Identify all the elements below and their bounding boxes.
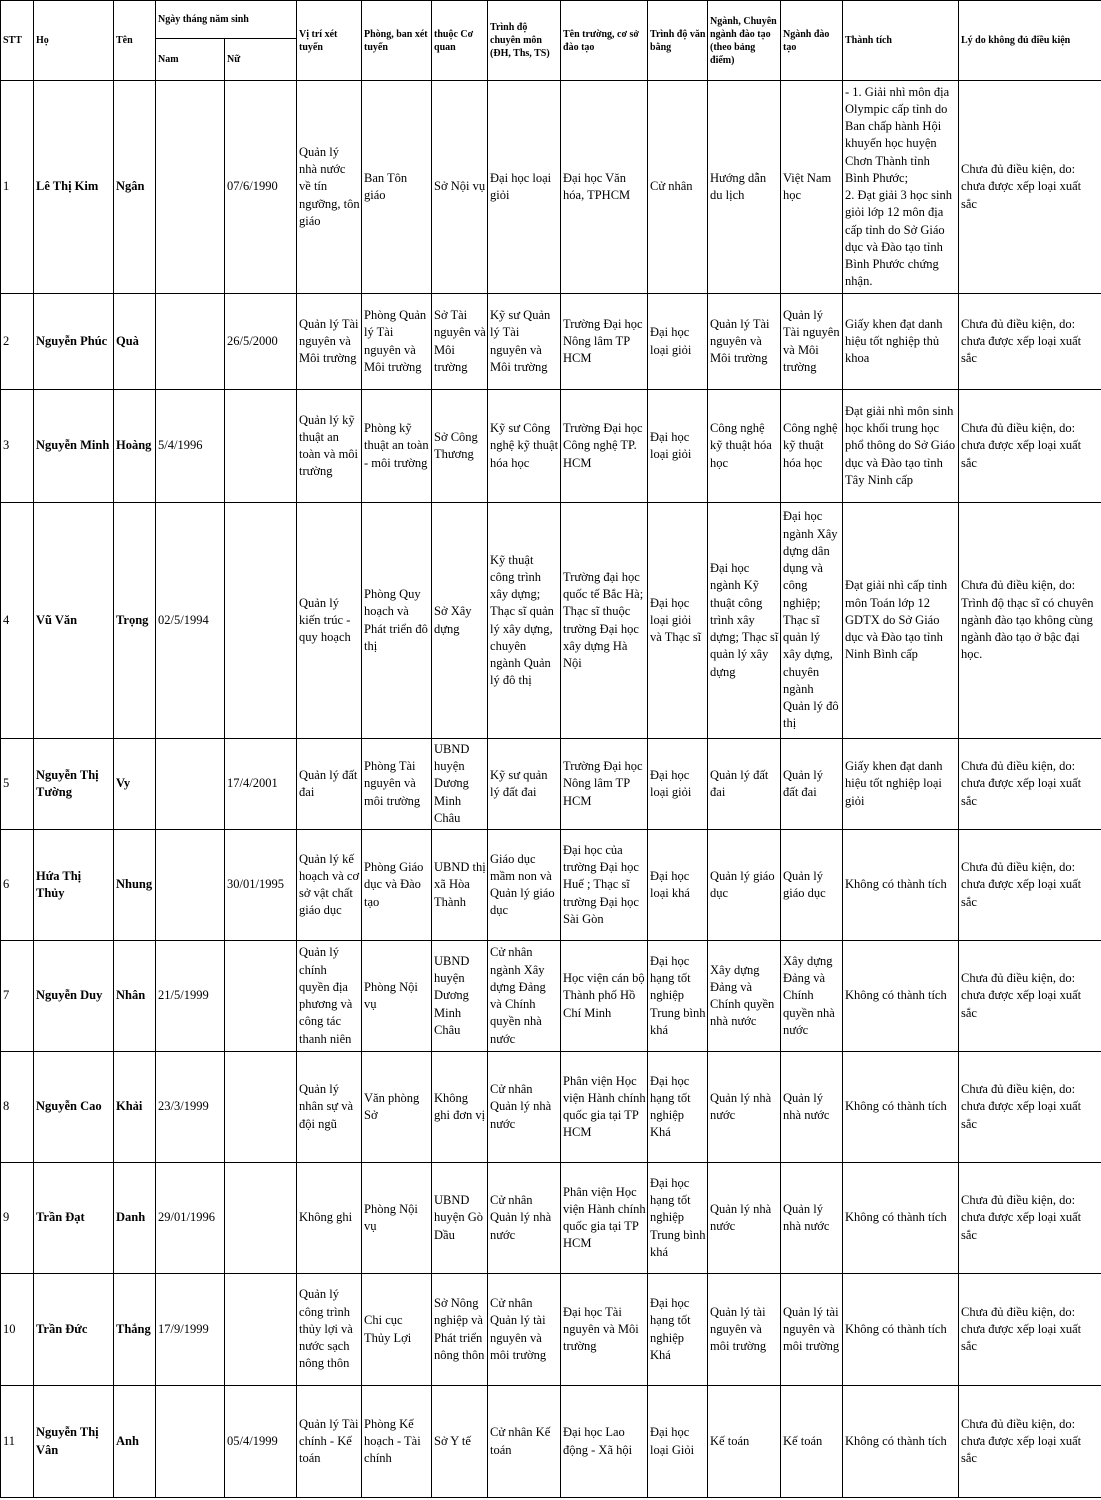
cell-ten: Hoàng xyxy=(114,390,156,503)
cell-stt: 5 xyxy=(1,739,34,830)
table-body xyxy=(1,81,1101,1498)
cell-nu xyxy=(225,1274,297,1386)
table-row xyxy=(1,81,1101,294)
cell-nganh-chuyen-nganh: Quản lý tài nguyên và môi trường xyxy=(708,1274,781,1386)
cell-ten-truong: Phân viện Học viện Hành chính quốc gia tại TP HCM xyxy=(561,1163,648,1274)
cell-ly-do: Chưa đủ điều kiện, do: chưa được xếp loại xuất sắc xyxy=(959,1274,1101,1386)
header-ten: Tên xyxy=(114,1,156,81)
header-thanh-tich: Thành tích xyxy=(843,1,959,81)
cell-trinh-do-chuyen-mon: Kỹ thuật công trình xây dựng; Thạc sĩ quản lý xây dựng, chuyên ngành Quản lý đô thị xyxy=(488,503,561,739)
cell-phong-ban: Phòng Quản lý Tài nguyên và Môi trường xyxy=(362,294,432,390)
cell-nu xyxy=(225,390,297,503)
cell-co-quan: UBND huyện Dương Minh Châu xyxy=(432,941,488,1052)
cell-co-quan: UBND huyện Gò Dầu xyxy=(432,1163,488,1274)
cell-stt: 10 xyxy=(1,1274,34,1386)
cell-nam: 23/3/1999 xyxy=(156,1052,225,1163)
cell-trinh-do-van-bang: Đại học loại Giỏi xyxy=(648,1386,708,1498)
cell-nam xyxy=(156,830,225,941)
cell-nganh-chuyen-nganh: Kế toán xyxy=(708,1386,781,1498)
cell-phong-ban: Ban Tôn giáo xyxy=(362,81,432,294)
cell-trinh-do-chuyen-mon: Cử nhân Quản lý nhà nước xyxy=(488,1052,561,1163)
cell-thanh-tich: Không có thành tích xyxy=(843,941,959,1052)
header-ten-truong: Tên trường, cơ sở đào tạo xyxy=(561,1,648,81)
cell-trinh-do-van-bang: Đại học hạng tốt nghiệp Trung bình khá xyxy=(648,941,708,1052)
cell-ho: Vũ Văn xyxy=(34,503,114,739)
cell-ly-do: Chưa đủ điều kiện, do: chưa được xếp loại xuất sắc xyxy=(959,1163,1101,1274)
cell-nganh-dao-tao: Quản lý tài nguyên và môi trường xyxy=(781,1274,843,1386)
cell-thanh-tich: Không có thành tích xyxy=(843,830,959,941)
cell-trinh-do-chuyen-mon: Kỹ sư quản lý đất đai xyxy=(488,739,561,830)
header-stt: STT xyxy=(1,1,34,81)
cell-nganh-chuyen-nganh: Quản lý nhà nước xyxy=(708,1052,781,1163)
cell-ho: Nguyễn Thị Vân xyxy=(34,1386,114,1498)
cell-nu xyxy=(225,941,297,1052)
cell-nganh-dao-tao: Quản lý Tài nguyên và Môi trường xyxy=(781,294,843,390)
cell-nu: 07/6/1990 xyxy=(225,81,297,294)
cell-nam xyxy=(156,1386,225,1498)
cell-nganh-dao-tao: Quản lý nhà nước xyxy=(781,1052,843,1163)
cell-nganh-dao-tao: Quản lý giáo dục xyxy=(781,830,843,941)
cell-trinh-do-van-bang: Đại học hạng tốt nghiệp Khá xyxy=(648,1274,708,1386)
cell-nganh-chuyen-nganh: Hướng dẫn du lịch xyxy=(708,81,781,294)
cell-nam xyxy=(156,81,225,294)
table-row xyxy=(1,503,1101,739)
cell-trinh-do-van-bang: Cử nhân xyxy=(648,81,708,294)
cell-trinh-do-van-bang: Đại học hạng tốt nghiệp Khá xyxy=(648,1052,708,1163)
cell-phong-ban: Chi cục Thủy Lợi xyxy=(362,1274,432,1386)
cell-phong-ban: Phòng Nội vụ xyxy=(362,941,432,1052)
cell-ten: Anh xyxy=(114,1386,156,1498)
cell-ten-truong: Trường Đại học Nông lâm TP HCM xyxy=(561,294,648,390)
cell-trinh-do-chuyen-mon: Cử nhân Kế toán xyxy=(488,1386,561,1498)
cell-nu xyxy=(225,1163,297,1274)
cell-ten-truong: Trường Đại học Công nghệ TP. HCM xyxy=(561,390,648,503)
cell-ten: Danh xyxy=(114,1163,156,1274)
cell-ten: Ngân xyxy=(114,81,156,294)
cell-nganh-chuyen-nganh: Quản lý Tài nguyên và Môi trường xyxy=(708,294,781,390)
cell-thanh-tich: Giấy khen đạt danh hiệu tốt nghiệp loại giỏi xyxy=(843,739,959,830)
cell-nu: 17/4/2001 xyxy=(225,739,297,830)
cell-thanh-tich: Đạt giải nhì môn sinh học khối trung học phổ thông do Sở Giáo dục và Đào tạo tỉnh Tây Ninh cấp xyxy=(843,390,959,503)
cell-nu xyxy=(225,1052,297,1163)
cell-co-quan: UBND huyện Dương Minh Châu xyxy=(432,739,488,830)
header-co-quan: thuộc Cơ quan xyxy=(432,1,488,81)
table-row xyxy=(1,1274,1101,1386)
cell-trinh-do-chuyen-mon: Kỹ sư Công nghệ kỹ thuật hóa học xyxy=(488,390,561,503)
cell-ho: Nguyễn Minh xyxy=(34,390,114,503)
cell-stt: 8 xyxy=(1,1052,34,1163)
header-phong-ban: Phòng, ban xét tuyển xyxy=(362,1,432,81)
cell-ten-truong: Trường đại học quốc tế Bắc Hà; Thạc sĩ thuộc trường Đại học xây dựng Hà Nội xyxy=(561,503,648,739)
cell-trinh-do-van-bang: Đại học loại giỏi xyxy=(648,390,708,503)
cell-stt: 1 xyxy=(1,81,34,294)
cell-co-quan: Sở Tài nguyên và Môi trường xyxy=(432,294,488,390)
cell-trinh-do-chuyen-mon: Kỹ sư Quản lý Tài nguyên và Môi trường xyxy=(488,294,561,390)
cell-co-quan: UBND thị xã Hòa Thành xyxy=(432,830,488,941)
cell-stt: 6 xyxy=(1,830,34,941)
cell-stt: 4 xyxy=(1,503,34,739)
cell-ten: Thắng xyxy=(114,1274,156,1386)
header-ngay-sinh: Ngày tháng năm sinh xyxy=(156,1,297,39)
cell-ly-do: Chưa đủ điều kiện, do: chưa được xếp loại xuất sắc xyxy=(959,739,1101,830)
table-row xyxy=(1,1386,1101,1498)
cell-stt: 2 xyxy=(1,294,34,390)
cell-nganh-dao-tao: Việt Nam học xyxy=(781,81,843,294)
cell-ten-truong: Đại học Lao động - Xã hội xyxy=(561,1386,648,1498)
cell-thanh-tich: Không có thành tích xyxy=(843,1163,959,1274)
cell-nam xyxy=(156,739,225,830)
cell-nganh-dao-tao: Xây dựng Đảng và Chính quyền nhà nước xyxy=(781,941,843,1052)
cell-nam xyxy=(156,294,225,390)
cell-phong-ban: Văn phòng Sở xyxy=(362,1052,432,1163)
cell-ten: Quà xyxy=(114,294,156,390)
cell-stt: 9 xyxy=(1,1163,34,1274)
cell-ten-truong: Đại học Tài nguyên và Môi trường xyxy=(561,1274,648,1386)
cell-ten-truong: Trường Đại học Nông lâm TP HCM xyxy=(561,739,648,830)
cell-nganh-chuyen-nganh: Quản lý đất đai xyxy=(708,739,781,830)
cell-vi-tri: Quản lý kỹ thuật an toàn và môi trường xyxy=(297,390,362,503)
cell-vi-tri: Quản lý chính quyền địa phương và công tác thanh niên xyxy=(297,941,362,1052)
cell-trinh-do-chuyen-mon: Đại học loại giỏi xyxy=(488,81,561,294)
cell-vi-tri: Quản lý đất đai xyxy=(297,739,362,830)
cell-ho: Hứa Thị Thủy xyxy=(34,830,114,941)
cell-nu xyxy=(225,503,297,739)
cell-vi-tri: Quản lý nhà nước về tín ngưỡng, tôn giáo xyxy=(297,81,362,294)
header-trinh-do-van-bang: Trình độ văn bằng xyxy=(648,1,708,81)
header-trinh-do-chuyen-mon: Trình độ chuyên môn (ĐH, Ths, TS) xyxy=(488,1,561,81)
cell-vi-tri: Quản lý Tài nguyên và Môi trường xyxy=(297,294,362,390)
cell-co-quan: Sở Xây dựng xyxy=(432,503,488,739)
cell-co-quan: Không ghi đơn vị xyxy=(432,1052,488,1163)
cell-ly-do: Chưa đủ điều kiện, do: chưa được xếp loại xuất sắc xyxy=(959,81,1101,294)
cell-nganh-chuyen-nganh: Quản lý giáo dục xyxy=(708,830,781,941)
cell-nganh-dao-tao: Quản lý nhà nước xyxy=(781,1163,843,1274)
cell-ho: Trần Đạt xyxy=(34,1163,114,1274)
cell-trinh-do-van-bang: Đại học loại giỏi và Thạc sĩ xyxy=(648,503,708,739)
cell-vi-tri: Quản lý công trình thủy lợi và nước sạch nông thôn xyxy=(297,1274,362,1386)
cell-nganh-chuyen-nganh: Quản lý nhà nước xyxy=(708,1163,781,1274)
cell-thanh-tich: Giấy khen đạt danh hiệu tốt nghiệp thủ khoa xyxy=(843,294,959,390)
cell-stt: 7 xyxy=(1,941,34,1052)
cell-trinh-do-chuyen-mon: Cử nhân Quản lý nhà nước xyxy=(488,1163,561,1274)
table-row xyxy=(1,739,1101,830)
cell-ten: Khải xyxy=(114,1052,156,1163)
cell-ten: Nhân xyxy=(114,941,156,1052)
cell-trinh-do-chuyen-mon: Cử nhân Quản lý tài nguyên và môi trường xyxy=(488,1274,561,1386)
cell-nganh-dao-tao: Đại học ngành Xây dựng dân dụng và công nghiệp; Thạc sĩ quản lý xây dựng, chuyên ngành Quản lý đô thị xyxy=(781,503,843,739)
cell-phong-ban: Phòng Quy hoạch và Phát triển đô thị xyxy=(362,503,432,739)
cell-ten: Nhung xyxy=(114,830,156,941)
cell-ly-do: Chưa đủ điều kiện, do: chưa được xếp loại xuất sắc xyxy=(959,941,1101,1052)
table-row xyxy=(1,294,1101,390)
cell-ho: Nguyễn Cao xyxy=(34,1052,114,1163)
table-row xyxy=(1,830,1101,941)
cell-nam: 5/4/1996 xyxy=(156,390,225,503)
cell-thanh-tich: - 1. Giải nhì môn địa Olympic cấp tỉnh do Ban chấp hành Hội khuyến học huyện Chơn Thành tỉnh Bình Phước; 2. Đạt giải 3 học sinh giỏi lớp 12 môn địa cấp tỉnh do Sở Giáo dục và Đào tạo tỉnh Bình Phước chứng nhận. xyxy=(843,81,959,294)
table-row xyxy=(1,390,1101,503)
header-nu: Nữ xyxy=(225,39,297,81)
cell-ten-truong: Phân viện Học viện Hành chính quốc gia tại TP HCM xyxy=(561,1052,648,1163)
cell-co-quan: Sở Y tế xyxy=(432,1386,488,1498)
cell-nam: 02/5/1994 xyxy=(156,503,225,739)
cell-nam: 17/9/1999 xyxy=(156,1274,225,1386)
cell-trinh-do-van-bang: Đại học loại giỏi xyxy=(648,294,708,390)
table-row xyxy=(1,1052,1101,1163)
cell-stt: 3 xyxy=(1,390,34,503)
cell-trinh-do-chuyen-mon: Giáo dục mầm non và Quản lý giáo dục xyxy=(488,830,561,941)
cell-ly-do: Chưa đủ điều kiện, do: chưa được xếp loại xuất sắc xyxy=(959,1052,1101,1163)
cell-trinh-do-chuyen-mon: Cử nhân ngành Xây dựng Đảng và Chính quyền nhà nước xyxy=(488,941,561,1052)
header-ly-do: Lý do không đủ điều kiện xyxy=(959,1,1101,81)
cell-co-quan: Sở Nội vụ xyxy=(432,81,488,294)
cell-ho: Lê Thị Kim xyxy=(34,81,114,294)
cell-ly-do: Chưa đủ điều kiện, do: chưa được xếp loại xuất sắc xyxy=(959,1386,1101,1498)
cell-co-quan: Sở Nông nghiệp và Phát triển nông thôn xyxy=(432,1274,488,1386)
cell-stt: 11 xyxy=(1,1386,34,1498)
cell-ten: Vy xyxy=(114,739,156,830)
cell-nu: 26/5/2000 xyxy=(225,294,297,390)
cell-ten: Trọng xyxy=(114,503,156,739)
cell-vi-tri: Quản lý kế hoạch và cơ sở vật chất giáo dục xyxy=(297,830,362,941)
cell-ho: Nguyễn Phúc xyxy=(34,294,114,390)
cell-nu: 05/4/1999 xyxy=(225,1386,297,1498)
cell-trinh-do-van-bang: Đại học loại giỏi xyxy=(648,739,708,830)
cell-ten-truong: Đại học của trường Đại học Huế ; Thạc sĩ trường Đại học Sài Gòn xyxy=(561,830,648,941)
cell-nganh-chuyen-nganh: Đại học ngành Kỹ thuật công trình xây dựng; Thạc sĩ quản lý xây dựng xyxy=(708,503,781,739)
cell-ho: Nguyễn Duy xyxy=(34,941,114,1052)
cell-trinh-do-van-bang: Đại học hạng tốt nghiệp Trung bình khá xyxy=(648,1163,708,1274)
cell-thanh-tich: Đạt giải nhì cấp tỉnh môn Toán lớp 12 GDTX do Sở Giáo dục và Đào tạo tỉnh Ninh Bình cấp xyxy=(843,503,959,739)
cell-phong-ban: Phòng Giáo dục và Đào tạo xyxy=(362,830,432,941)
cell-ly-do: Chưa đủ điều kiện, do: chưa được xếp loại xuất sắc xyxy=(959,390,1101,503)
cell-vi-tri: Không ghi xyxy=(297,1163,362,1274)
cell-nam: 29/01/1996 xyxy=(156,1163,225,1274)
cell-nganh-chuyen-nganh: Xây dựng Đảng và Chính quyền nhà nước xyxy=(708,941,781,1052)
cell-ho: Trần Đức xyxy=(34,1274,114,1386)
cell-phong-ban: Phòng Tài nguyên và môi trường xyxy=(362,739,432,830)
cell-ho: Nguyễn Thị Tường xyxy=(34,739,114,830)
table-row xyxy=(1,1163,1101,1274)
cell-nganh-chuyen-nganh: Công nghệ kỹ thuật hóa học xyxy=(708,390,781,503)
cell-nam: 21/5/1999 xyxy=(156,941,225,1052)
cell-nganh-dao-tao: Kế toán xyxy=(781,1386,843,1498)
cell-nganh-dao-tao: Quản lý đất đai xyxy=(781,739,843,830)
cell-thanh-tich: Không có thành tích xyxy=(843,1386,959,1498)
cell-vi-tri: Quản lý nhân sự và đội ngũ xyxy=(297,1052,362,1163)
header-nganh-dao-tao: Ngành đào tạo xyxy=(781,1,843,81)
table-header xyxy=(1,1,1101,81)
header-nam: Nam xyxy=(156,39,225,81)
cell-thanh-tich: Không có thành tích xyxy=(843,1052,959,1163)
header-ho: Họ xyxy=(34,1,114,81)
cell-ly-do: Chưa đủ điều kiện, do: chưa được xếp loại xuất sắc xyxy=(959,830,1101,941)
cell-ly-do: Chưa đủ điều kiện, do: chưa được xếp loại xuất sắc xyxy=(959,294,1101,390)
cell-co-quan: Sở Công Thương xyxy=(432,390,488,503)
cell-nganh-dao-tao: Công nghệ kỹ thuật hóa học xyxy=(781,390,843,503)
cell-vi-tri: Quản lý kiến trúc - quy hoạch xyxy=(297,503,362,739)
cell-nu: 30/01/1995 xyxy=(225,830,297,941)
cell-ten-truong: Đại học Văn hóa, TPHCM xyxy=(561,81,648,294)
cell-trinh-do-van-bang: Đại học loại khá xyxy=(648,830,708,941)
header-nganh-chuyen-nganh: Ngành, Chuyên ngành đào tạo (theo bảng điểm) xyxy=(708,1,781,81)
table-row xyxy=(1,941,1101,1052)
header-vi-tri: Vị trí xét tuyển xyxy=(297,1,362,81)
cell-phong-ban: Phòng kỹ thuật an toàn - môi trường xyxy=(362,390,432,503)
cell-thanh-tich: Không có thành tích xyxy=(843,1274,959,1386)
cell-phong-ban: Phòng Nội vụ xyxy=(362,1163,432,1274)
cell-ly-do: Chưa đủ điều kiện, do: Trình độ thạc sĩ có chuyên ngành đào tạo không cùng ngành đào tạo ở bậc đại học. xyxy=(959,503,1101,739)
cell-vi-tri: Quản lý Tài chính - Kế toán xyxy=(297,1386,362,1498)
cell-ten-truong: Học viện cán bộ Thành phố Hồ Chí Minh xyxy=(561,941,648,1052)
cell-phong-ban: Phòng Kế hoạch - Tài chính xyxy=(362,1386,432,1498)
